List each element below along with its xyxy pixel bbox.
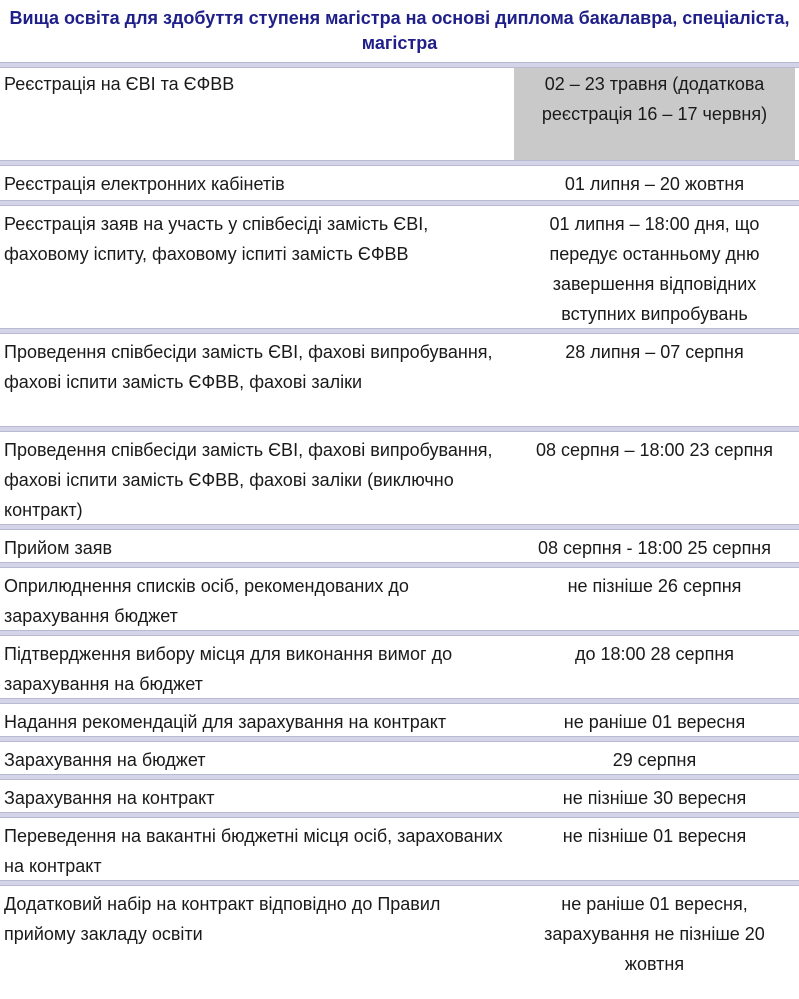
table-row <box>0 818 799 880</box>
date-cell: не раніше 01 вересня, зарахування не пізніше 20 жовтня <box>544 894 765 974</box>
event-cell: Надання рекомендацій для зарахування на контракт <box>4 712 447 732</box>
table-row <box>0 68 799 160</box>
event-cell: Проведення співбесіди замість ЄВІ, фахові випробування, фахові іспити замість ЄФВВ, фахові заліки <box>4 342 493 392</box>
event-cell: Додатковий набір на контракт відповідно до Правил прийому закладу освіти <box>4 894 441 944</box>
event-cell: Реєстрація на ЄВІ та ЄФВВ <box>4 74 235 94</box>
table-row <box>0 206 799 328</box>
event-cell: Підтвердження вибору місця для виконання вимог до зарахування на бюджет <box>4 644 453 694</box>
date-cell: не пізніше 26 серпня <box>567 576 742 596</box>
page-title: Вища освіта для здобуття ступеня магістра на основі диплома бакалавра, спеціаліста, магістра <box>9 8 790 53</box>
date-cell: 28 липня – 07 серпня <box>565 342 744 362</box>
table-row <box>0 636 799 698</box>
event-cell: Прийом заяв <box>4 538 113 558</box>
table-row <box>0 568 799 630</box>
date-cell: не раніше 01 вересня <box>563 712 746 732</box>
date-cell: 01 липня – 20 жовтня <box>564 174 745 194</box>
table-row <box>0 886 799 974</box>
event-cell: Проведення співбесіди замість ЄВІ, фахові випробування, фахові іспити замість ЄФВВ, фахові заліки (виключно контракт) <box>4 440 493 520</box>
date-cell: 29 серпня <box>612 750 697 770</box>
event-cell: Оприлюднення списків осіб, рекомендованих до зарахування бюджет <box>4 576 409 626</box>
table-row <box>0 742 799 774</box>
event-cell: Реєстрація заяв на участь у співбесіді замість ЄВІ, фаховому іспиту, фаховому іспиті замість ЄФВВ <box>4 214 429 264</box>
date-cell: 01 липня – 18:00 дня, що передує останньому дню завершення відповідних вступних випробувань <box>549 214 760 324</box>
table-row <box>0 780 799 812</box>
event-cell: Переведення на вакантні бюджетні місця осіб, зарахованих на контракт <box>4 826 503 876</box>
event-cell: Зарахування на бюджет <box>4 750 206 770</box>
date-cell: не пізніше 01 вересня <box>562 826 747 846</box>
schedule-table <box>0 62 799 974</box>
date-cell: 08 серпня – 18:00 23 серпня <box>535 440 773 460</box>
event-cell: Зарахування на контракт <box>4 788 215 808</box>
date-cell: не пізніше 30 вересня <box>562 788 747 808</box>
table-row <box>0 432 799 524</box>
date-cell-highlighted: 02 – 23 травня (додаткова реєстрація 16 – 17 червня) <box>514 68 795 160</box>
table-row <box>0 704 799 736</box>
table-row <box>0 530 799 562</box>
event-cell: Реєстрація електронних кабінетів <box>4 174 285 194</box>
table-row <box>0 166 799 200</box>
date-cell: до 18:00 28 серпня <box>574 644 735 664</box>
table-row <box>0 334 799 426</box>
date-cell: 08 серпня - 18:00 25 серпня <box>538 538 771 558</box>
